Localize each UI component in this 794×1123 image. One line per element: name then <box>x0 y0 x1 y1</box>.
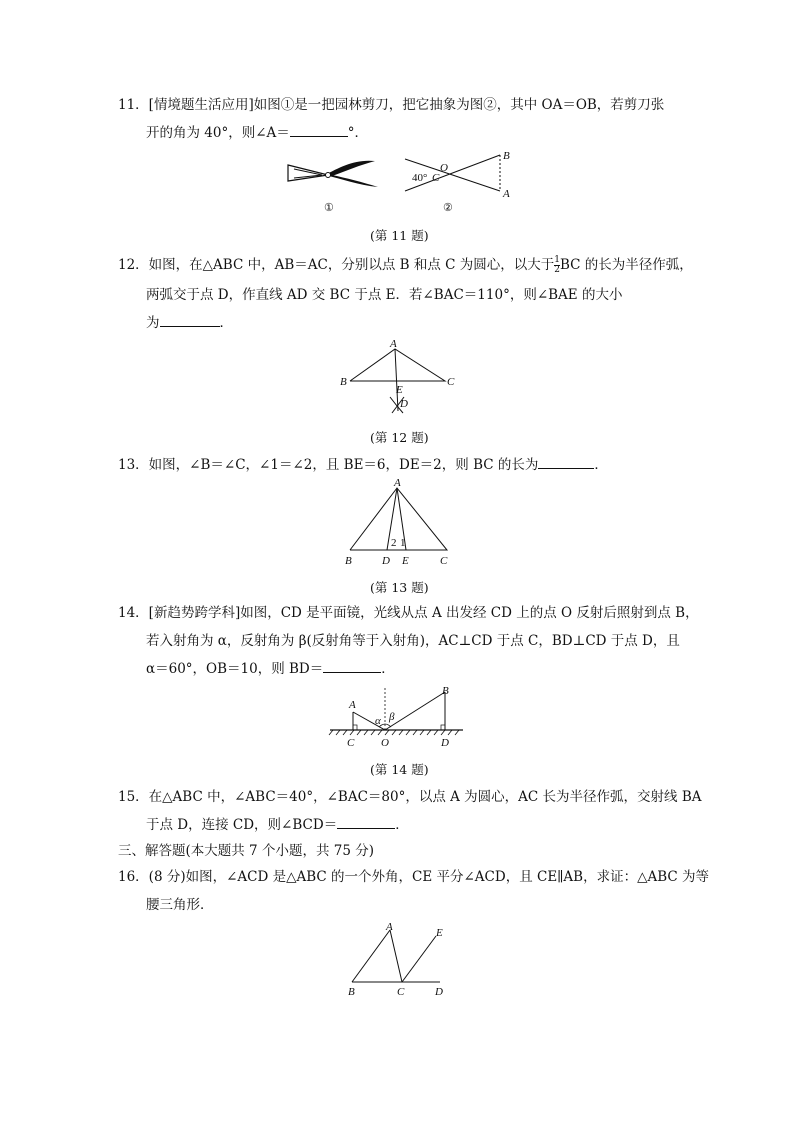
q12-text-c: 为 <box>146 315 160 331</box>
point-E: E <box>402 555 409 567</box>
q12-text-b: BC 的长为半径作弧， <box>560 257 693 273</box>
q12-line1 <box>118 256 693 275</box>
q16-figure <box>340 920 460 1000</box>
answer-blank <box>538 456 594 469</box>
frac-numerator: 1 <box>554 255 560 265</box>
q14-caption: (第 14 题) <box>370 762 429 777</box>
q12-figure <box>330 335 470 417</box>
q13-text-b: ． <box>594 457 608 473</box>
point-B: B <box>345 555 352 567</box>
angle-1-label: 1 <box>400 537 406 549</box>
q14-figure <box>325 684 470 750</box>
point-B: B <box>340 376 347 388</box>
q13-text-a: 13．如图，∠B＝∠C，∠1＝∠2，且 BE＝6，DE＝2，则 BC 的长为 <box>118 457 539 473</box>
q14-text-a: α＝60°，OB＝10，则 BD＝ <box>146 661 324 677</box>
angle-alpha: α <box>375 715 381 727</box>
q13-line1 <box>118 456 608 474</box>
q14-line2: 若入射角为 α，反射角为 β(反射角等于入射角)，AC⊥CD 于点 C，BD⊥CD 于点 D，且 <box>146 633 680 649</box>
q15-text-b: ． <box>395 817 409 833</box>
point-A: A <box>503 188 510 200</box>
q14-line1: 14．[新趋势跨学科]如图，CD 是平面镜，光线从点 A 出发经 CD 上的点 O 反射后照射到点 B， <box>118 605 699 621</box>
point-C: C <box>447 376 455 388</box>
point-A: A <box>349 699 356 711</box>
q12-line3 <box>146 314 233 332</box>
q11-text-a: 开的角为 40°，则∠A＝ <box>146 125 290 141</box>
point-A: A <box>394 478 401 489</box>
point-D: D <box>441 737 449 749</box>
q12-line2: 两弧交于点 D，作直线 AD 交 BC 于点 E．若∠BAC＝110°，则∠BAE 的大小 <box>146 287 623 303</box>
answer-blank <box>290 124 348 137</box>
q11-caption: (第 11 题) <box>370 228 429 243</box>
q11-text-b: °． <box>347 125 369 141</box>
q14-text-b: ． <box>381 661 395 677</box>
point-C: C <box>347 737 355 749</box>
point-B: B <box>442 685 449 697</box>
q15-line1: 15．在△ABC 中，∠ABC＝40°，∠BAC＝80°，以点 A 为圆心，AC 长为半径作弧，交射线 BA <box>118 789 702 805</box>
scissors-icon <box>288 161 378 187</box>
answer-blank <box>337 816 395 829</box>
point-O: O <box>381 737 389 749</box>
point-D: D <box>435 986 443 998</box>
q11-line2 <box>146 124 368 142</box>
point-E: E <box>436 927 443 939</box>
angle-beta: β <box>389 711 395 723</box>
q12-caption: (第 12 题) <box>370 430 429 445</box>
point-B: B <box>348 986 355 998</box>
answer-blank <box>323 660 381 673</box>
point-C: C <box>397 986 405 998</box>
point-D: D <box>400 398 408 410</box>
fig-label-1: ① <box>324 202 334 214</box>
fig-label-2: ② <box>443 202 453 214</box>
point-C: C <box>432 172 440 184</box>
section-title: 三、解答题(本大题共 7 个小题，共 75 分) <box>118 843 374 859</box>
point-A: A <box>386 921 393 933</box>
frac-denominator: 2 <box>554 265 560 275</box>
q11-line1: 11．[情境题生活应用]如图①是一把园林剪刀，把它抽象为图②，其中 OA＝OB，若剪刀张 <box>118 97 665 113</box>
q14-line3 <box>146 660 395 678</box>
q16-line2: 腰三角形． <box>146 897 214 913</box>
q12-text-a: 12．如图，在△ABC 中，AB＝AC，分别以点 B 和点 C 为圆心，以大于 <box>118 257 555 273</box>
point-D: D <box>382 555 390 567</box>
angle-2-label: 2 <box>391 537 397 549</box>
q15-text-a: 于点 D，连接 CD，则∠BCD＝ <box>146 817 338 833</box>
point-E: E <box>396 384 403 396</box>
point-A: A <box>390 338 397 350</box>
q11-figure <box>280 145 520 215</box>
q15-line2 <box>146 816 409 834</box>
q13-caption: (第 13 题) <box>370 580 429 595</box>
point-C: C <box>440 555 448 567</box>
answer-blank <box>160 314 220 327</box>
q13-figure <box>335 478 465 570</box>
point-O: O <box>440 162 448 174</box>
mirror-hatching <box>329 730 459 735</box>
point-B: B <box>503 150 510 162</box>
q12-text-d: ． <box>219 315 233 331</box>
angle-40: 40° <box>412 172 428 184</box>
q16-line1: 16．(8 分)如图，∠ACD 是△ABC 的一个外角，CE 平分∠ACD，且 CE∥AB，求证：△ABC 为等 <box>118 869 710 885</box>
